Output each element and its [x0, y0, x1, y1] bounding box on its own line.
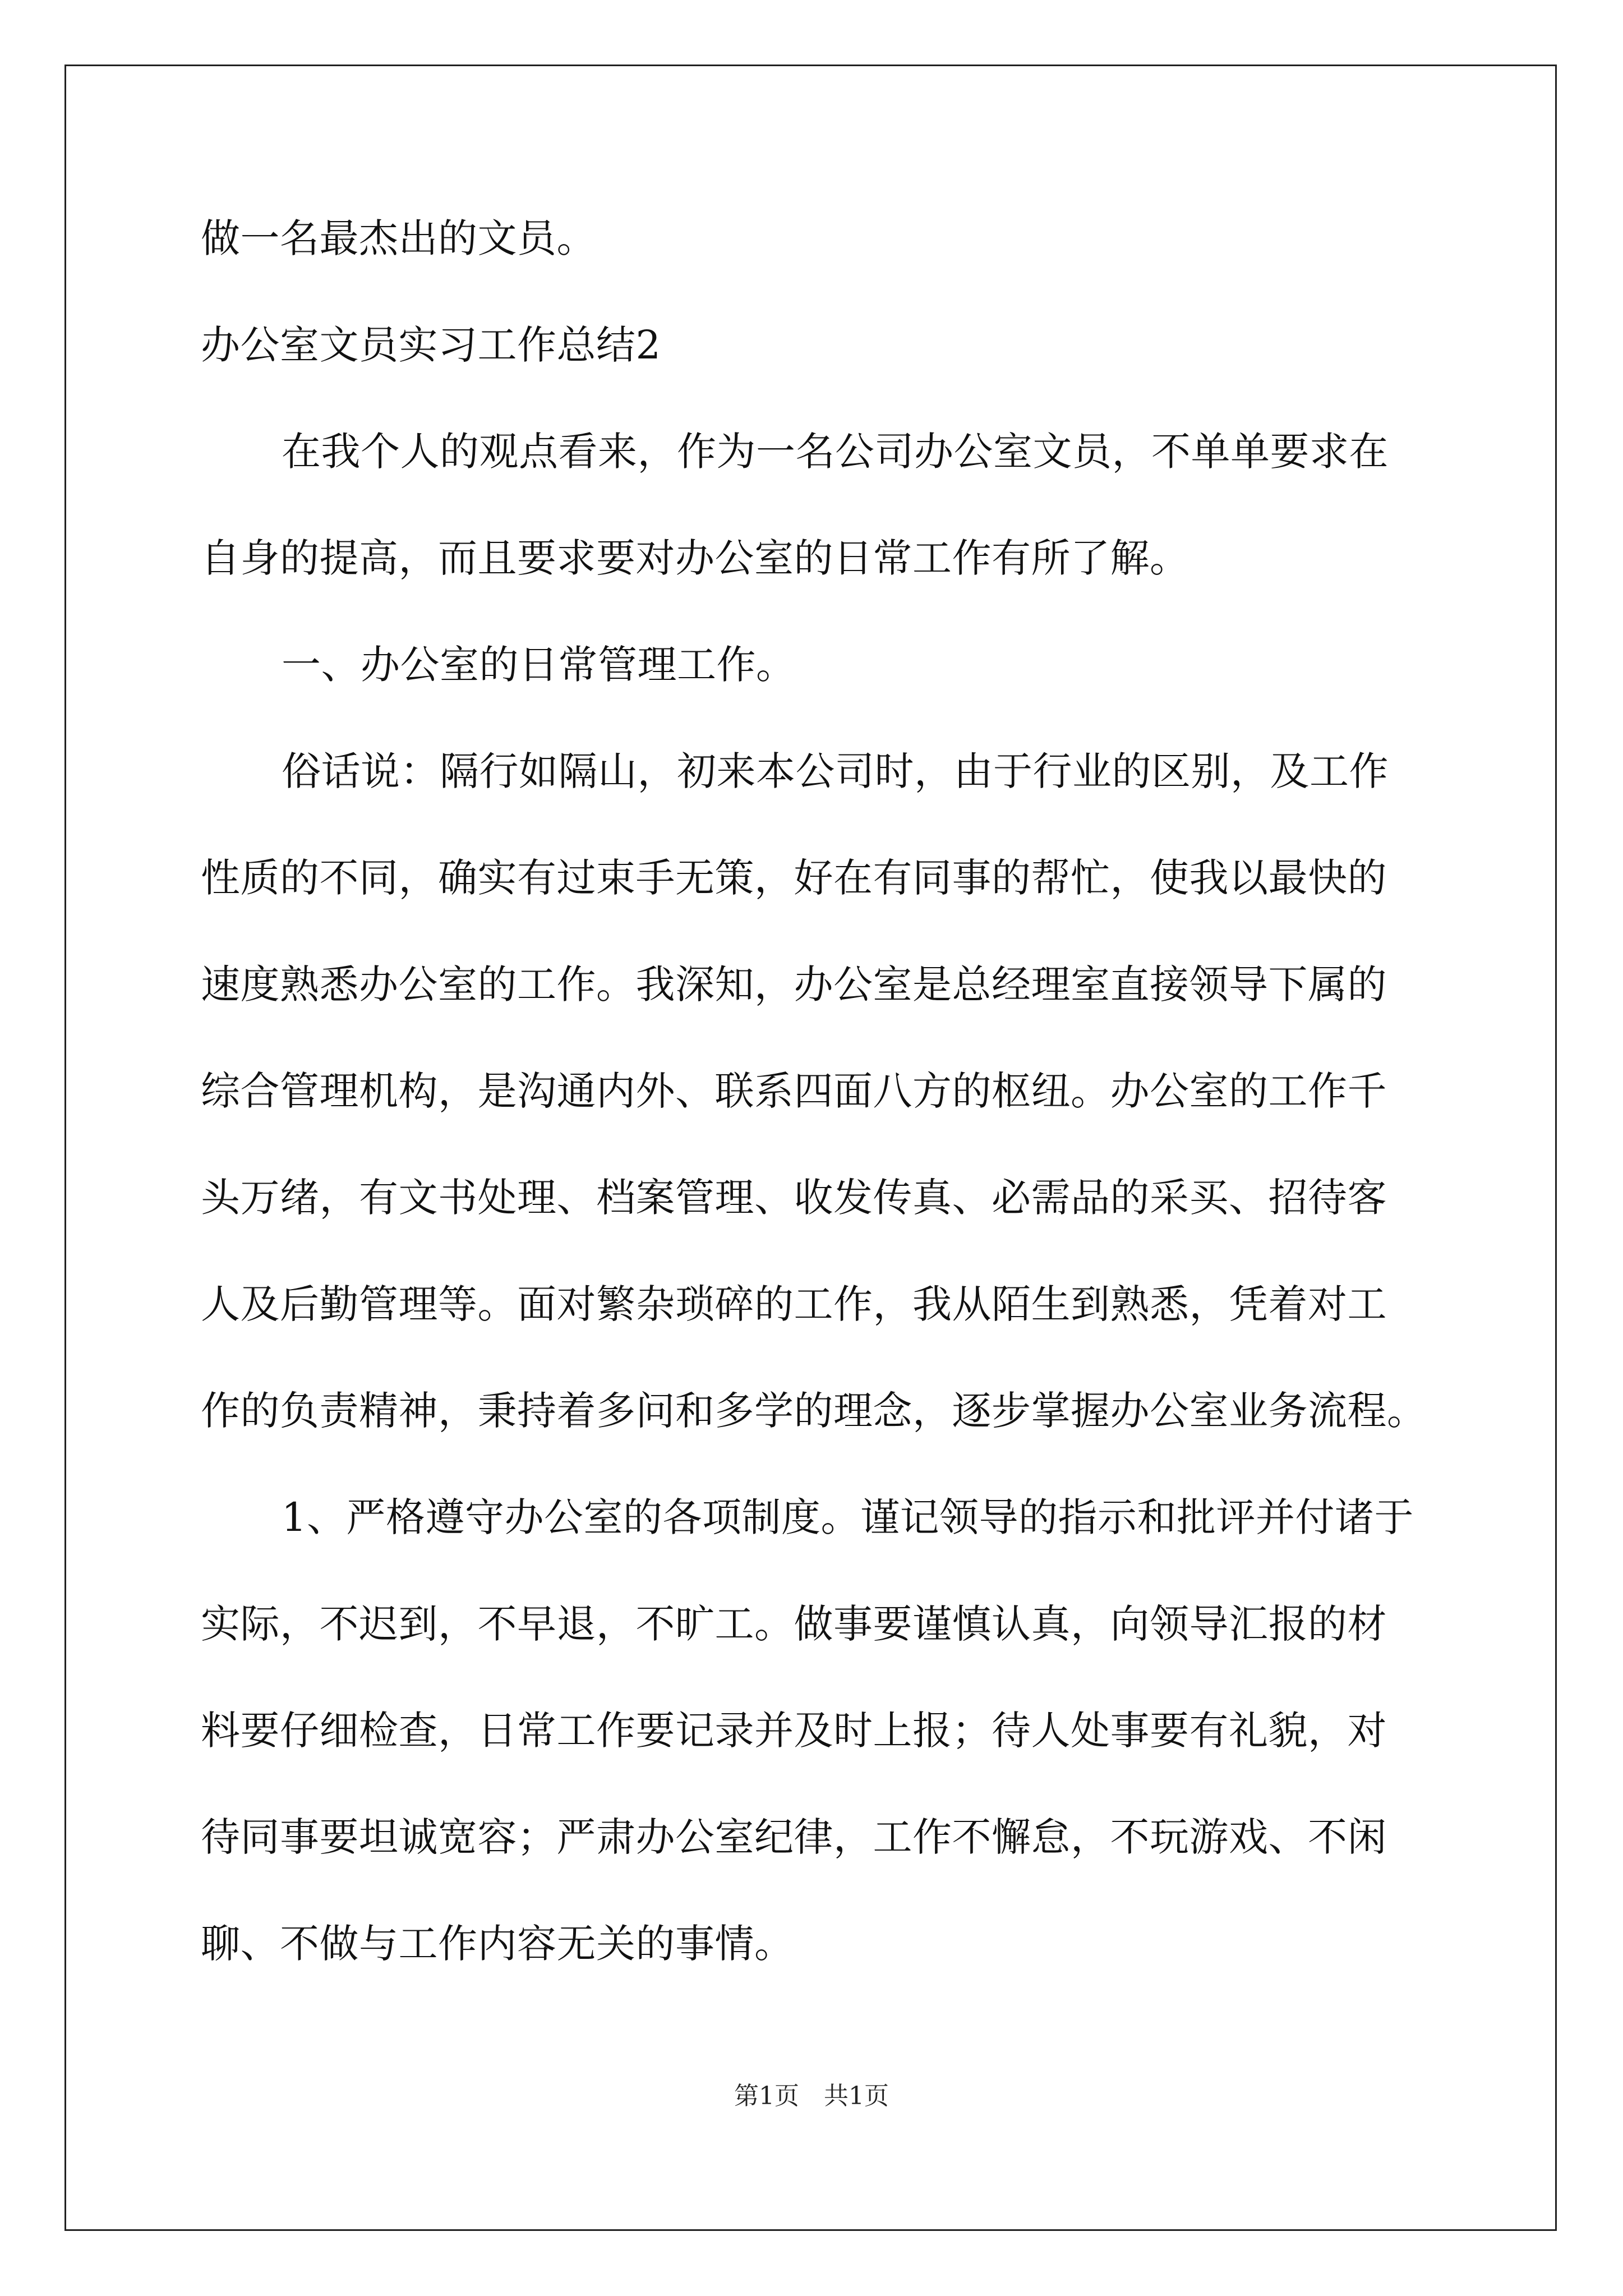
text-line: 做一名最杰出的文员。: [201, 215, 596, 261]
paragraph-line: 俗话说：隔行如隔山，初来本公司时，由于行业的区别，及工作: [282, 748, 1389, 794]
paragraph-line: 性质的不同，确实有过束手无策，好在有同事的帮忙，使我以最快的: [201, 855, 1387, 901]
page-border: [64, 65, 1557, 2231]
subheading-line: 一、办公室的日常管理工作。: [282, 642, 796, 688]
paragraph-line: 速度熟悉办公室的工作。我深知，办公室是总经理室直接领导下属的: [201, 961, 1387, 1007]
paragraph-line: 聊、不做与工作内容无关的事情。: [201, 1921, 794, 1967]
paragraph-line: 1、严格遵守办公室的各项制度。谨记领导的指示和批评并付诸于: [282, 1494, 1414, 1540]
paragraph-line: 实际，不迟到，不早退，不旷工。做事要谨慎认真，向领导汇报的材: [201, 1601, 1387, 1647]
paragraph-line: 头万绪，有文书处理、档案管理、收发传真、必需品的采买、招待客: [201, 1175, 1387, 1221]
paragraph-line: 自身的提高，而且要求要对办公室的日常工作有所了解。: [201, 535, 1189, 581]
paragraph-line: 综合管理机构，是沟通内外、联系四面八方的枢纽。办公室的工作千: [201, 1068, 1387, 1114]
paragraph-line: 料要仔细检查，日常工作要记录并及时上报；待人处事要有礼貌，对: [201, 1708, 1387, 1754]
paragraph-line: 人及后勤管理等。面对繁杂琐碎的工作，我从陌生到熟悉，凭着对工: [201, 1281, 1387, 1327]
paragraph-line: 待同事要坦诚宽容；严肃办公室纪律，工作不懈怠，不玩游戏、不闲: [201, 1814, 1387, 1860]
paragraph-line: 作的负责精神，秉持着多问和多学的理念，逐步掌握办公室业务流程。: [201, 1388, 1427, 1434]
paragraph-line: 在我个人的观点看来，作为一名公司办公室文员，不单单要求在: [282, 429, 1389, 475]
page-footer: 第1页 共1页: [734, 2082, 889, 2110]
section-heading: 办公室文员实习工作总结2: [201, 322, 661, 368]
